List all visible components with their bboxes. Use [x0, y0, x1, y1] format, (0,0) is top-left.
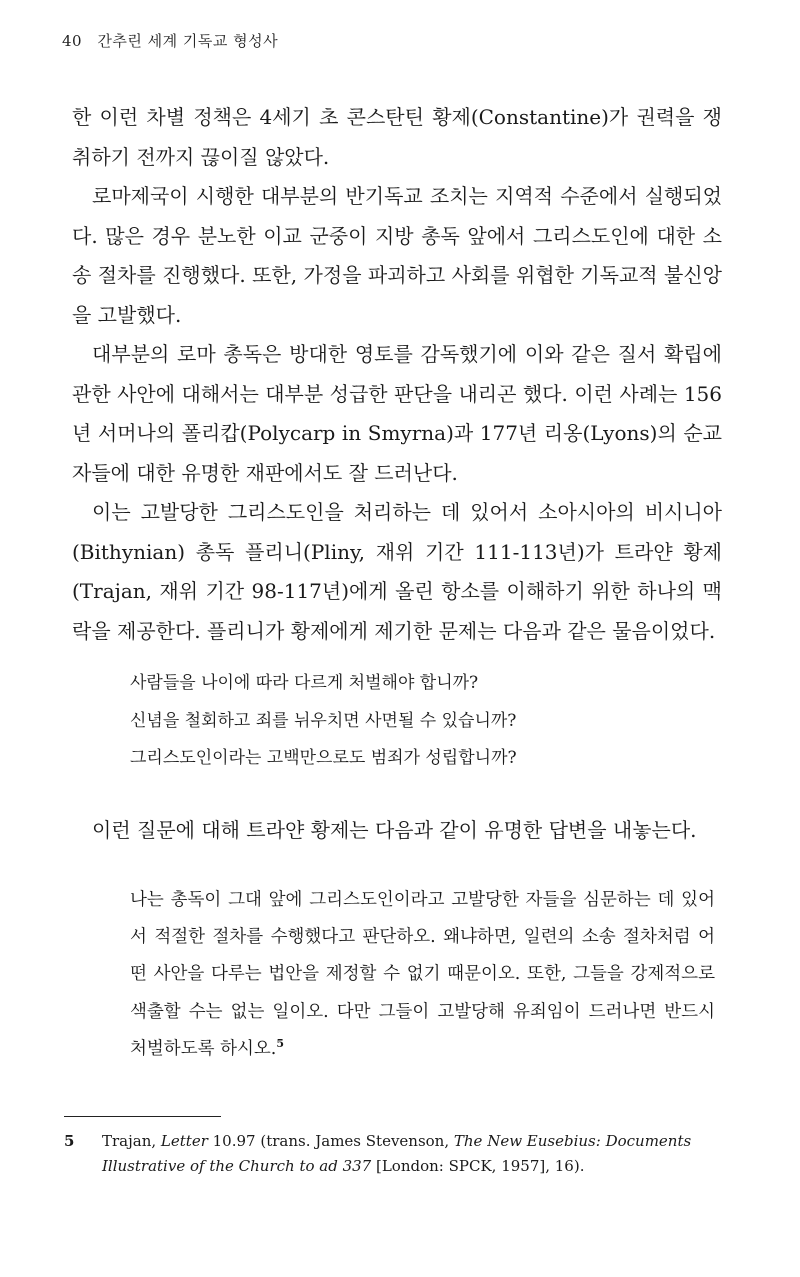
letter-text: 나는 총독이 그대 앞에 그리스도인이라고 고발당한 자들을 심문하는 데 있어서 적절한 절차를 수행했다고 판단하오. 왜냐하면, 일련의 소송 절차처럼 어떤 사안을 다루는 법안을 제정할 수 없기 때문이오. 또한, 그들을 강제적으로 색출할 수는 없는 일이오. 다만 그들이 고발당해 유죄임이 드러나면 반드시 처벌하도록 하시오.	[130, 890, 715, 1059]
question-item: 신념을 철회하고 죄를 뉘우치면 사면될 수 있습니까?	[130, 710, 517, 731]
paragraph: 로마제국이 시행한 대부분의 반기독교 조치는 지역적 수준에서 실행되었다. 많은 경우 분노한 이교 군중이 지방 총독 앞에서 그리스도인에 대한 소송 절차를 진행했다. 또한, 가정을 파괴하고 사회를 위협한 기독교적 불신앙을 고발했다.	[72, 184, 722, 327]
trajan-letter-quote	[130, 882, 715, 1068]
footnote-marker[interactable]: 5	[276, 1036, 285, 1050]
paragraph: 이는 고발당한 그리스도인을 처리하는 데 있어서 소아시아의 비시니아(Bithynian) 총독 플리니(Pliny, 재위 기간 111-113년)가 트라얀 황제(Trajan, 재위 기간 98-117년)에게 올린 항소를 이해하기 위한 하나의 맥락을 제공한다. 플리니가 황제에게 제기한 문제는 다음과 같은 물음이었다.	[72, 500, 722, 643]
book-title: 간추린 세계 기독교 형성사	[97, 32, 279, 50]
paragraph: 한 이런 차별 정책은 4세기 초 콘스탄틴 황제(Constantine)가 권력을 쟁취하기 전까지 끊이질 않았다.	[72, 105, 722, 169]
question-item: 사람들을 나이에 따라 다르게 처벌해야 합니까?	[130, 673, 479, 693]
footnote-divider	[64, 1116, 221, 1117]
paragraph: 대부분의 로마 총독은 방대한 영토를 감독했기에 이와 같은 질서 확립에 관한 사안에 대해서는 대부분 성급한 판단을 내리곤 했다. 이런 사례는 156년 서머나의 폴리캅(Polycarp in Smyrna)과 177년 리옹(Lyons)의 순교자들에 대한 유명한 재판에서도 잘 드러난다.	[72, 342, 722, 485]
running-head	[62, 30, 278, 51]
follow-paragraph: 이런 질문에 대해 트라얀 황제는 다음과 같이 유명한 답변을 내놓는다.	[92, 818, 697, 842]
question-item: 그리스도인이라는 고백만으로도 범죄가 성립합니까?	[130, 748, 517, 768]
footnote-work: Letter	[160, 1132, 208, 1150]
page-number: 40	[62, 32, 83, 50]
footnote-author: Trajan,	[102, 1132, 161, 1150]
footnote-text	[102, 1129, 724, 1179]
footnote	[64, 1129, 724, 1179]
footnote-number: 5	[64, 1132, 75, 1150]
question-list	[130, 665, 730, 778]
body-text	[72, 98, 722, 651]
footnote-publication: [London: SPCK, 1957], 16).	[371, 1157, 585, 1175]
footnote-translation: 10.97 (trans. James Stevenson,	[207, 1132, 454, 1150]
footnote-book-title: The New Eusebius: Documents Illustrative of the Church to ad 337	[102, 1132, 692, 1175]
